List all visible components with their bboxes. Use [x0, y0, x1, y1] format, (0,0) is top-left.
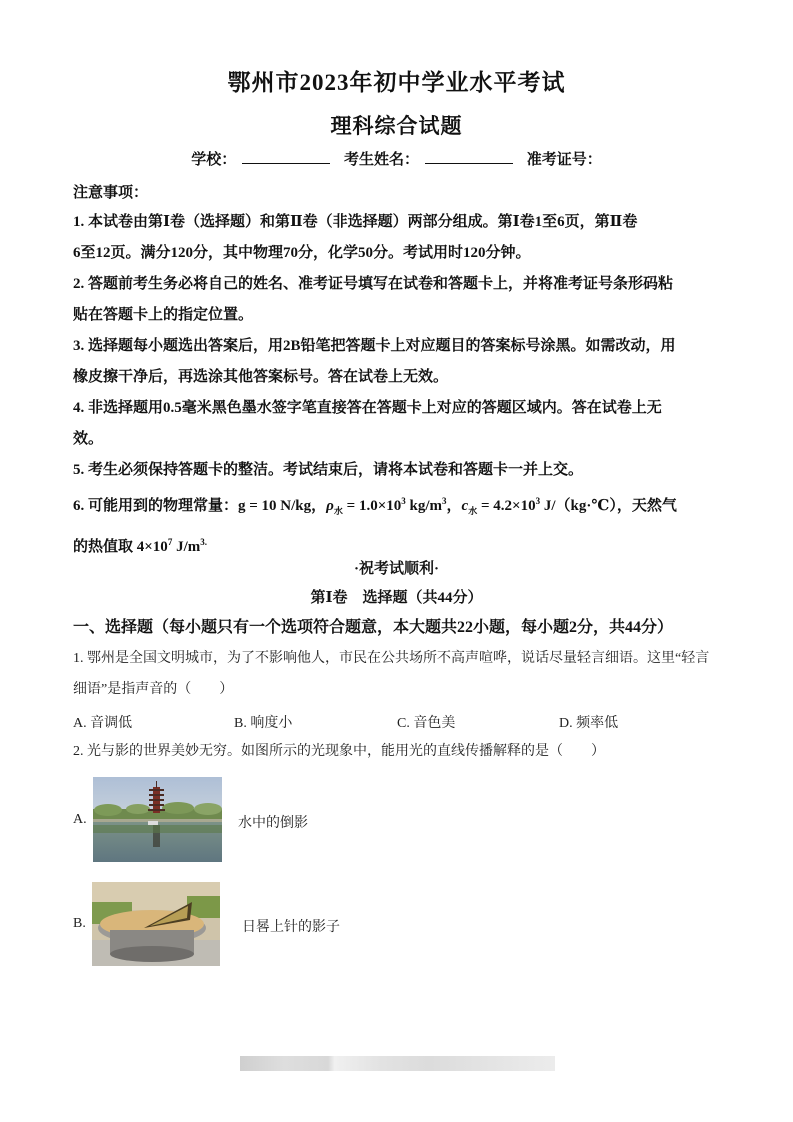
q1-option-a: A. 音调低 [73, 716, 133, 731]
note-3-line2: 橡皮擦干净后，再选涂其他答案标号。答在试卷上无效。 [73, 369, 449, 385]
q2-option-b-caption: 日晷上针的影子 [242, 920, 340, 935]
question-1 [73, 643, 723, 705]
c-value: = 4.2×10 [477, 498, 536, 514]
question-2-line1: 2. 光与影的世界美妙无穷。如图所示的光现象中，能用光的直线传播解释的是（ ） [73, 744, 605, 759]
q1-option-c: C. 音色美 [397, 716, 456, 731]
q1-option-d: D. 频率低 [559, 716, 619, 731]
pagoda-reflection-photo [93, 777, 222, 862]
question-1-line2: 细语”是指声音的（ ） [73, 682, 234, 697]
school-label: 学校： [191, 152, 237, 168]
candidate-info-row [0, 148, 793, 169]
pagoda-reflection-image [93, 777, 222, 862]
school-blank [242, 149, 330, 164]
rho-exponent: 3 [401, 496, 406, 506]
exam-title: 鄂州市2023年初中学业水平考试 [227, 70, 566, 95]
note-6-line1 [73, 486, 723, 527]
note-2 [73, 269, 723, 331]
c-subscript: 水 [468, 506, 478, 516]
separator: ， [446, 498, 462, 514]
note-5-line1: 5. 考生必须保持答题卡的整洁。考试结束后，请将本试卷和答题卡一并上交。 [73, 462, 584, 478]
c-symbol: c [461, 498, 469, 514]
note-1 [73, 207, 723, 269]
note-6 [73, 486, 723, 563]
notes-heading: 注意事项： [73, 185, 149, 201]
name-blank [425, 149, 513, 164]
heat-value-unit-exponent: 3. [200, 537, 207, 547]
heat-value-unit: J/m [172, 539, 201, 555]
c-exponent: 3 [535, 496, 541, 506]
sundial-photo [92, 882, 220, 966]
note-3 [73, 331, 723, 393]
rho-subscript: 水 [333, 506, 343, 516]
heat-value-exponent: 7 [167, 537, 173, 547]
heat-value-prefix: 的热值取 4×10 [73, 539, 168, 555]
rho-unit-exponent: 3 [442, 496, 447, 506]
note-4 [73, 393, 723, 455]
note-5 [73, 455, 723, 486]
name-label: 考生姓名： [343, 152, 419, 168]
note-4-line1: 4. 非选择题用0.5毫米黑色墨水签字笔直接答在答题卡上对应的答题区域内。答在试卷上无 [73, 400, 662, 416]
sundial-image [92, 882, 220, 966]
section1-title: 一、选择题（每小题只有一个选项符合题意，本大题共22小题，每小题2分，共44分） [73, 619, 674, 636]
c-unit: J/（kg·℃），天然气 [540, 498, 677, 514]
rho-value: = 1.0×10 [342, 498, 402, 514]
q1-option-b: B. 响度小 [234, 716, 293, 731]
note-2-line2: 贴在答题卡上的指定位置。 [73, 307, 254, 323]
rho-symbol: ρ [326, 498, 334, 514]
note-6-prefix: 6. 可能用到的物理常量：g = 10 N/kg， [73, 498, 327, 514]
q2-option-a-label: A. [73, 812, 87, 827]
note-1-line1: 1. 本试卷由第Ⅰ卷（选择题）和第Ⅱ卷（非选择题）两部分组成。第Ⅰ卷1至6页，第Ⅱ卷 [73, 214, 638, 230]
q2-option-b-label: B. [73, 916, 86, 931]
question-2 [73, 736, 723, 767]
exam-number-label: 准考证号： [526, 152, 602, 168]
blurred-footer-watermark [240, 1056, 555, 1071]
note-2-line1: 2. 答题前考生务必将自己的姓名、准考证号填写在试卷和答题卡上，并将准考证号条形码粘 [73, 276, 674, 292]
note-1-line2: 6至12页。满分120分，其中物理70分，化学50分。考试用时120分钟。 [73, 245, 531, 261]
exam-subtitle: 理科综合试题 [330, 114, 463, 138]
note-4-line2: 效。 [73, 431, 104, 447]
rho-unit: kg/m [405, 498, 443, 514]
part1-title: 第Ⅰ卷 选择题（共44分） [310, 590, 483, 606]
wish-text: ·祝考试顺利· [353, 561, 439, 577]
note-3-line1: 3. 选择题每小题选出答案后，用2B铅笔把答题卡上对应题目的答案标号涂黑。如需改动，用 [73, 338, 676, 354]
question-1-line1: 1. 鄂州是全国文明城市，为了不影响他人，市民在公共场所不高声喧哗，说话尽量轻言细语。这里“轻言 [73, 651, 710, 666]
q2-option-a-caption: 水中的倒影 [238, 816, 308, 831]
